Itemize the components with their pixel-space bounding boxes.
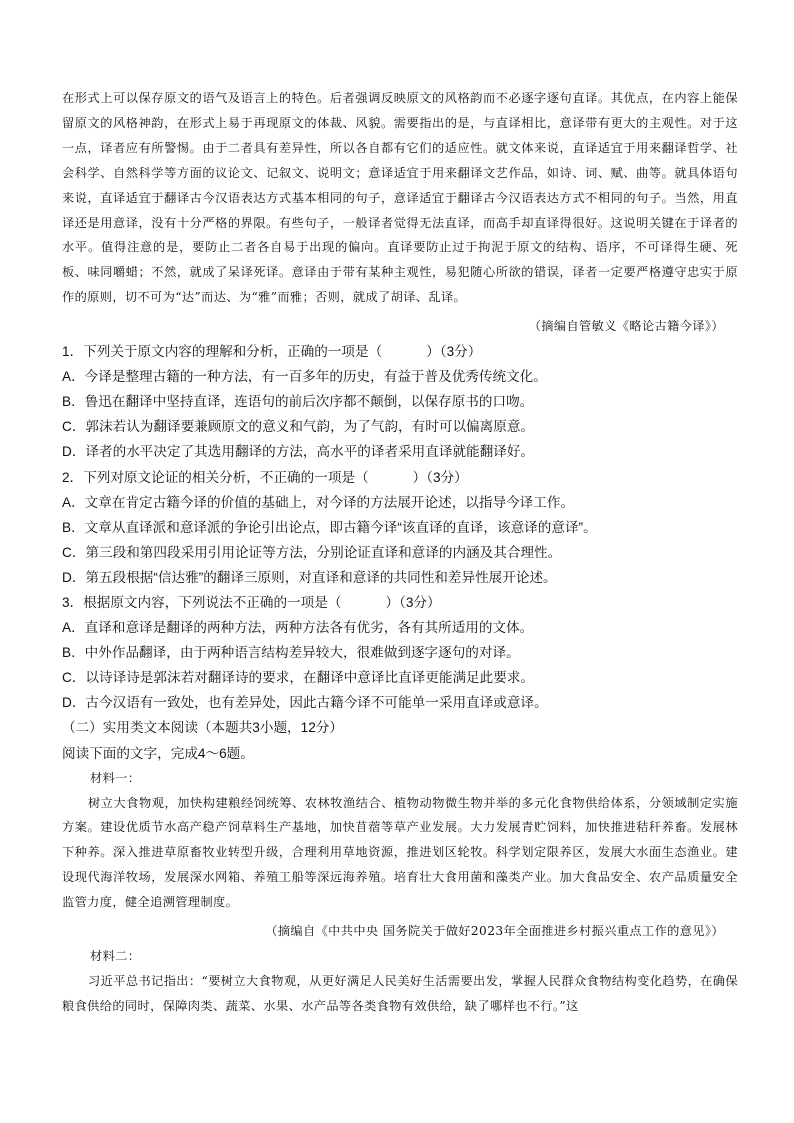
question-2-option-a: A．文章在肯定古籍今译的价值的基础上，对今译的方法展开论述，以指导今译工作。 (62, 494, 575, 510)
question-2-stem (62, 465, 738, 490)
question-1-stem (62, 339, 738, 364)
material-2-text: 习近平总书记指出：“要树立大食物观，从更好满足人民美好生活需要出发，掌握人民群众食物结构变化趋势，在确保粮食供给的同时，保障肉类、蔬菜、水果、水产品等各类食物有效供给，缺了哪样也不行。”这 (62, 973, 738, 1013)
exam-page (62, 86, 738, 1019)
section-2-title: （二）实用类文本阅读（本题共3小题，12分） (62, 720, 343, 736)
question-1-option-a: A．今译是整理古籍的一种方法，有一百多年的历史，有益于普及优秀传统文化。 (62, 369, 547, 385)
section-2-instruction: 阅读下面的文字，完成4～6题。 (62, 745, 254, 761)
question-2-stem-text: 2．下列对原文论证的相关分析，不正确的一项是（ (62, 469, 369, 485)
material-2-label: 材料二： (90, 949, 141, 963)
passage-paragraph: 在形式上可以保存原文的语气及语言上的特色。后者强调反映原文的风格韵而不必逐字逐句直译。其优点，在内容上能保留原文的风格神韵，在形式上易于再现原文的体裁、风貌。需要指出的是，与直译相比，意译带有更大的主观性。对于这一点，译者应有所警惕。由于二者具有差异性，所以各自都有它们的适应性。就文体来说，直译适宜于用来翻译哲学、社会科学、自然科学等方面的议论文、记叙文、说明文；意译适宜于用来翻译文艺作品，如诗、词、赋、曲等。就具体语句来说，直译适宜于翻译古今汉语表达方式基本相同的句子，意译适宜于翻译古今汉语表达方式不相同的句子。当然，用直译还是用意译，没有十分严格的界限。有些句子，一般译者觉得无法直译，而高手却直译得很好。这说明关键在于译者的水平。值得注意的是，要防止二者各自易于出现的偏向。直译要防止过于拘泥于原文的结构、语序，不可译得生硬、死板、味同嚼蜡；不然，就成了呆译死译。意译由于带有某种主观性，易犯随心所欲的错误，译者一定要严格遵守忠实于原作的原则，切不可为“达”而达、为“雅”而雅；否则，就成了胡译、乱译。 (62, 91, 738, 305)
question-2-option-b: B．文章从直译派和意译派的争论引出论点，即古籍今译“该直译的直译，该意译的意译”。 (62, 519, 597, 535)
question-1-score: ）（3分） (426, 344, 482, 360)
question-3-stem-text: 3．根据原文内容，下列说法不正确的一项是（ (62, 595, 342, 610)
question-3-score: ）（3分） (385, 595, 441, 610)
question-1-option-b: B．鲁迅在翻译中坚持直译，连语句的前后次序都不颠倒，以保存原书的口吻。 (62, 394, 534, 410)
question-3-option-a: A．直译和意译是翻译的两种方法，两种方法各有优劣，各有其所适用的文体。 (62, 620, 534, 636)
question-3-stem (62, 590, 738, 615)
material-1-label: 材料一： (90, 770, 141, 785)
question-3-option-c: C．以诗译诗是郭沫若对翻译诗的要求，在翻译中意译比直译更能满足此要求。 (62, 670, 535, 686)
question-1-option-c: C．郭沫若认为翻译要兼顾原文的意义和气韵，为了气韵，有时可以偏离原意。 (62, 419, 535, 435)
questions-section (62, 339, 738, 766)
passage-source: （摘编自管敏义《略论古籍今译》） (528, 319, 724, 334)
material-1-text: 树立大食物观，加快构建粮经饲统筹、农林牧渔结合、植物动物微生物并举的多元化食物供给体系，分领域制定实施方案。建设优质节水高产稳产饲草料生产基地，加快苜蓿等草产业发展。大力发展青贮饲料，加快推进秸秆养畜。发展林下种养。深入推进草原畜牧业转型升级，合理利用草地资源，推进划区轮牧。科学划定限养区，发展大水面生态渔业。建设现代海洋牧场，发展深水网箱、养殖工船等深远海养殖。培育壮大食用菌和藻类产业。加大食品安全、农产品质量安全监管力度，健全追溯管理制度。 (62, 795, 738, 910)
question-3-option-b: B．中外作品翻译，由于两种语言结构差异较大，很难做到逐字逐句的对译。 (62, 645, 520, 661)
material-1-source: （摘编自《中共中央 国务院关于做好2023年全面推进乡村振兴重点工作的意见》） (265, 924, 724, 939)
material-section (62, 766, 738, 1019)
question-2-score: ）（3分） (412, 469, 468, 485)
passage-section (62, 86, 738, 339)
question-2-option-c: C．第三段和第四段采用引用论证等方法，分别论证直译和意译的内涵及其合理性。 (62, 544, 562, 560)
question-1-stem-text: 1．下列关于原文内容的理解和分析，正确的一项是（ (62, 344, 383, 360)
question-1-option-d: D．译者的水平决定了其选用翻译的方法，高水平的译者采用直译就能翻译好。 (62, 444, 535, 460)
question-2-option-d: D．第五段根据“信达雅”的翻译三原则，对直译和意译的共同性和差异性展开论述。 (62, 569, 557, 585)
question-3-option-d: D．古今汉语有一致处，也有差异处，因此古籍今译不可能单一采用直译或意译。 (62, 695, 548, 711)
